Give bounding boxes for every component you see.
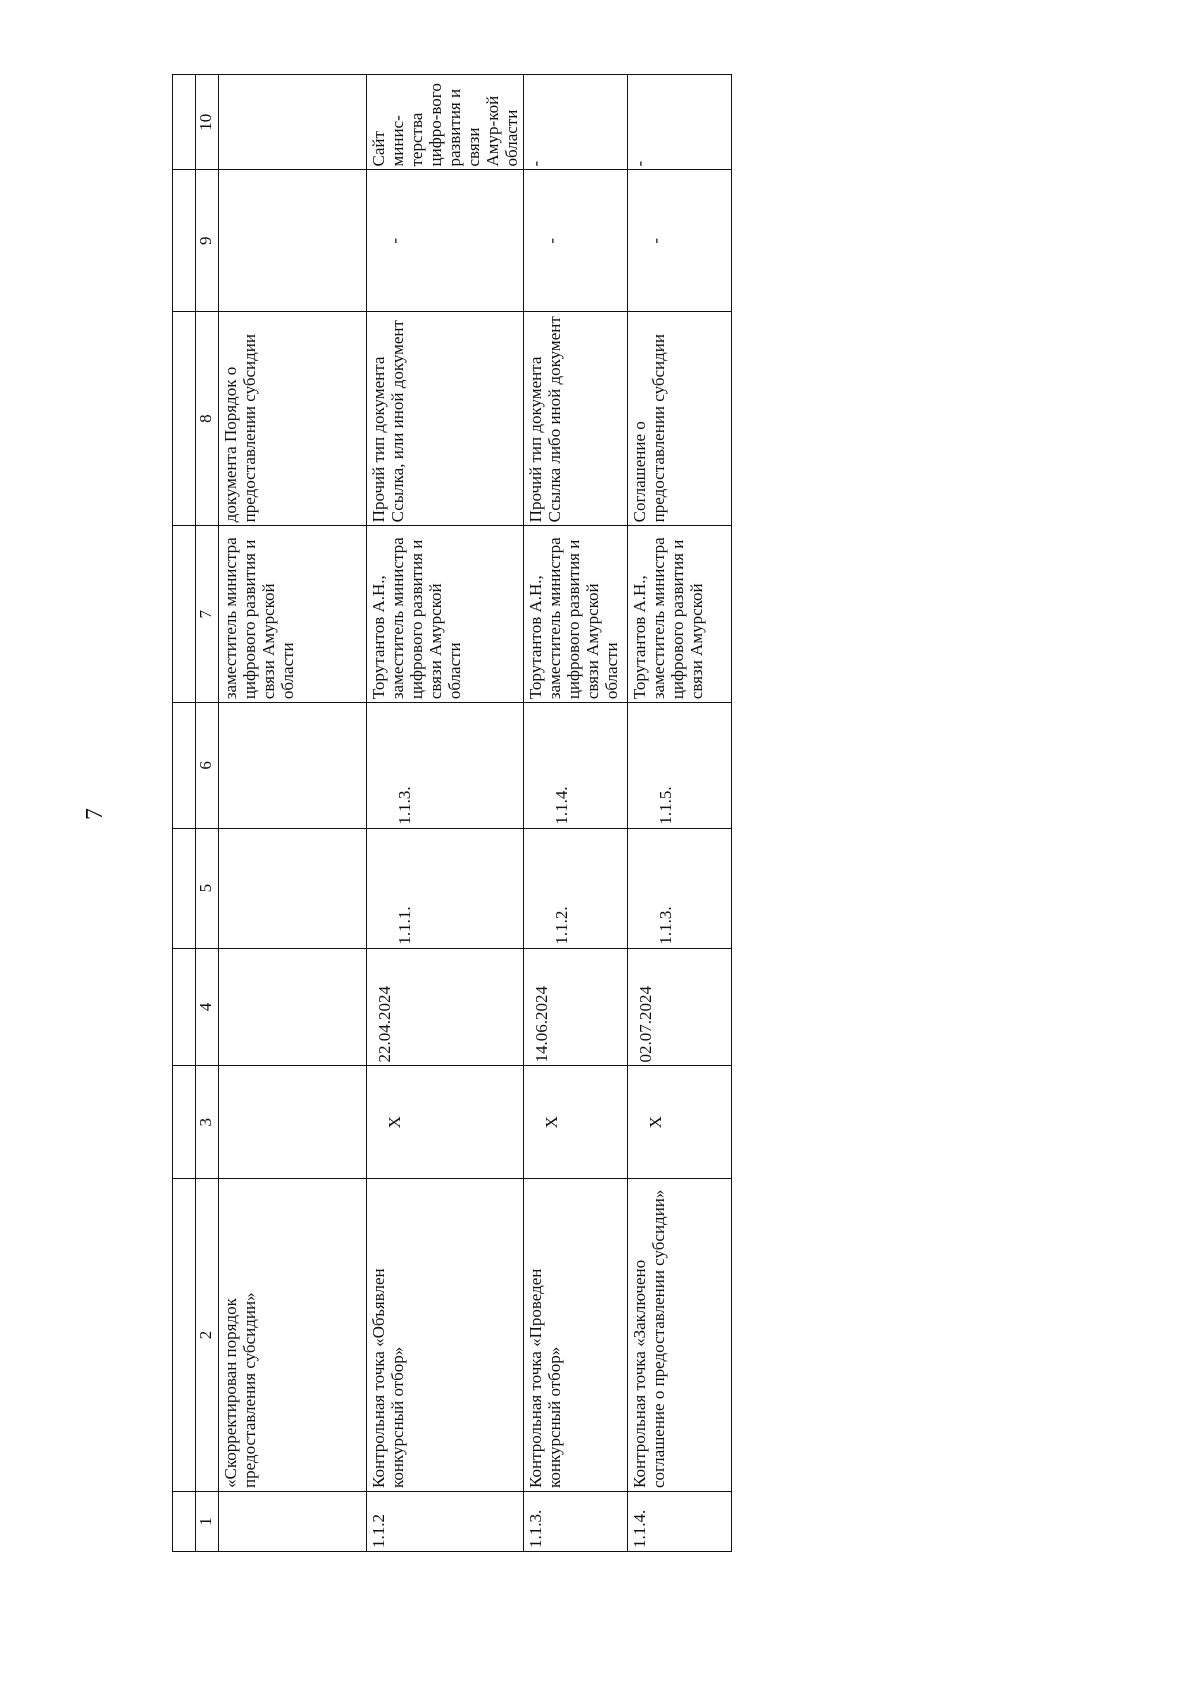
table-row [219, 75, 367, 1552]
cell-number: 1.1.4. [628, 1491, 732, 1551]
column-number: 4 [196, 948, 219, 1066]
cell-col3 [219, 1066, 367, 1179]
cell-number [219, 1491, 367, 1551]
cell-date: 14.06.2024 [524, 948, 628, 1066]
cell-document: документа Порядок о предоставлении субсидии [219, 311, 367, 525]
column-number: 1 [196, 1491, 219, 1551]
cell-prev: 1.1.1. [367, 828, 524, 948]
cell-prev: 1.1.3. [628, 828, 732, 948]
cell-name: Контрольная точка «Заключено соглашение о предоставлении субсидии» [628, 1179, 732, 1492]
column-number: 6 [196, 703, 219, 828]
column-numbers-row [196, 75, 219, 1552]
spacer-cell [173, 170, 196, 311]
cell-responsible: Торутантов А.Н., заместитель министра цифрового развития и связи Амурской области [524, 526, 628, 703]
cell-source: Сайт минис-терства цифро-вого развития и связи Амур-кой области [367, 75, 524, 171]
cell-responsible: заместитель министра цифрового развития и связи Амурской области [219, 526, 367, 703]
column-number: 9 [196, 170, 219, 311]
cell-col9: - [628, 170, 732, 311]
cell-date [219, 948, 367, 1066]
cell-date: 22.04.2024 [367, 948, 524, 1066]
spacer-cell [173, 703, 196, 828]
cell-col9 [219, 170, 367, 311]
cell-document: Соглашение о предоставлении субсидии [628, 311, 732, 525]
spacer-cell [173, 1491, 196, 1551]
cell-document: Прочий тип документа Ссылка, или иной документ [367, 311, 524, 525]
column-number: 10 [196, 75, 219, 171]
cell-name: «Скорректирован порядок предоставления субсидии» [219, 1179, 367, 1492]
column-number: 7 [196, 526, 219, 703]
cell-responsible: Торутантов А.Н., заместитель министра цифрового развития и связи Амурской [628, 526, 732, 703]
cell-document: Прочий тип документа Ссылка либо иной документ [524, 311, 628, 525]
schedule-table [172, 74, 732, 1552]
header-spacer-row [173, 75, 196, 1552]
table-row [524, 75, 628, 1552]
cell-col9: - [524, 170, 628, 311]
cell-next: 1.1.5. [628, 703, 732, 828]
table-row [628, 75, 732, 1552]
cell-number: 1.1.3. [524, 1491, 628, 1551]
cell-col3: X [367, 1066, 524, 1179]
cell-prev [219, 828, 367, 948]
column-number: 8 [196, 311, 219, 525]
spacer-cell [173, 948, 196, 1066]
cell-responsible: Торутантов А.Н., заместитель министра цифрового развития и связи Амурской области [367, 526, 524, 703]
spacer-cell [173, 311, 196, 525]
column-number: 3 [196, 1066, 219, 1179]
table-row [367, 75, 524, 1552]
spacer-cell [173, 75, 196, 171]
column-number: 2 [196, 1179, 219, 1492]
spacer-cell [173, 1066, 196, 1179]
page-number: 7 [82, 808, 108, 820]
cell-col3: X [524, 1066, 628, 1179]
cell-source: - [628, 75, 732, 171]
cell-next [219, 703, 367, 828]
cell-next: 1.1.3. [367, 703, 524, 828]
spacer-cell [173, 1179, 196, 1492]
cell-col9: - [367, 170, 524, 311]
cell-name: Контрольная точка «Проведен конкурсный отбор» [524, 1179, 628, 1492]
cell-name: Контрольная точка «Объявлен конкурсный отбор» [367, 1179, 524, 1492]
spacer-cell [173, 828, 196, 948]
cell-number: 1.1.2 [367, 1491, 524, 1551]
cell-source [219, 75, 367, 171]
column-number: 5 [196, 828, 219, 948]
cell-next: 1.1.4. [524, 703, 628, 828]
cell-date: 02.07.2024 [628, 948, 732, 1066]
cell-source: - [524, 75, 628, 171]
spacer-cell [173, 526, 196, 703]
cell-prev: 1.1.2. [524, 828, 628, 948]
cell-col3: X [628, 1066, 732, 1179]
